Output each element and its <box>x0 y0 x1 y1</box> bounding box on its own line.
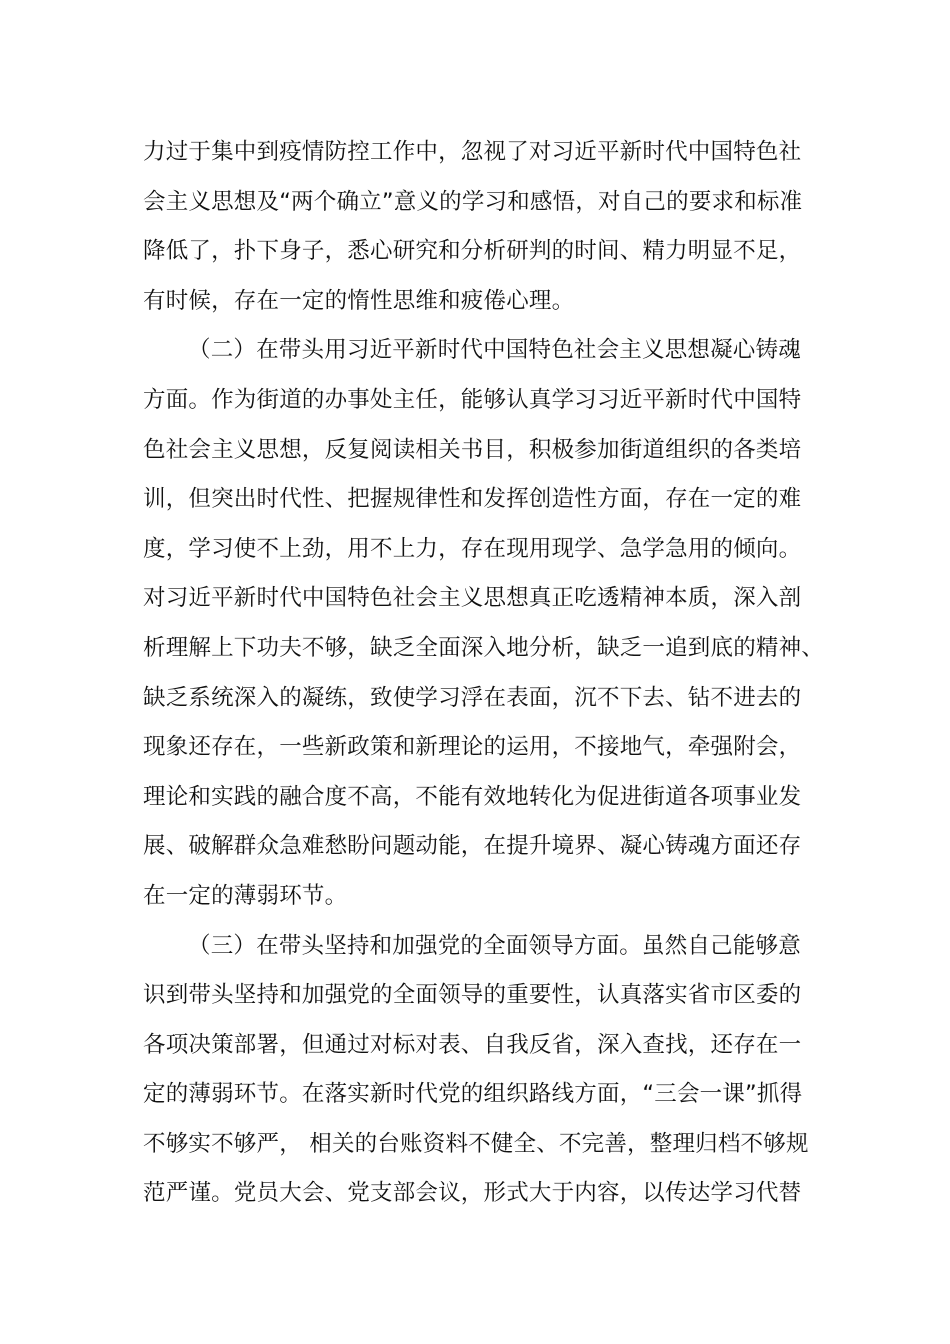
text-line: （二）在带头用习近平新时代中国特色社会主义思想凝心铸魂 <box>188 337 801 364</box>
text-line: 各项决策部署，但通过对标对表、自我反省，深入查找，还存在一 <box>143 1031 802 1058</box>
text-line: 析理解上下功夫不够，缺乏全面深入地分析，缺乏一追到底的精神、 <box>143 634 825 661</box>
text-line: 展、破解群众急难愁盼问题动能，在提升境界、凝心铸魂方面还存 <box>143 833 802 860</box>
body-text <box>143 128 823 1219</box>
text-line: 识到带头坚持和加强党的全面领导的重要性，认真落实省市区委的 <box>143 982 802 1009</box>
text-line: 会主义思想及“两个确立”意义的学习和感悟，对自己的要求和标准 <box>143 188 803 215</box>
text-line: 有时候，存在一定的惰性思维和疲倦心理。 <box>143 287 575 314</box>
text-line: 在一定的薄弱环节。 <box>143 882 348 909</box>
text-line: 力过于集中到疫情防控工作中，忽视了对习近平新时代中国特色社 <box>143 139 802 165</box>
text-line: 方面。作为街道的办事处主任，能够认真学习习近平新时代中国特 <box>143 386 802 413</box>
text-line: 对习近平新时代中国特色社会主义思想真正吃透精神本质，深入剖 <box>143 585 802 612</box>
text-line: 不够实不够严， 相关的台账资料不健全、不完善，整理归档不够规 <box>143 1130 809 1157</box>
text-line: 训，但突出时代性、把握规律性和发挥创造性方面，存在一定的难 <box>143 486 802 513</box>
text-line: 范严谨。党员大会、党支部会议，形式大于内容，以传达学习代替 <box>143 1180 802 1207</box>
text-line: 降低了，扑下身子，悉心研究和分析研判的时间、精力明显不足， <box>143 238 802 265</box>
text-line: （三）在带头坚持和加强党的全面领导方面。虽然自己能够意 <box>188 932 801 959</box>
text-line: 度，学习使不上劲，用不上力，存在现用现学、急学急用的倾向。 <box>143 535 802 562</box>
text-line: 缺乏系统深入的凝练，致使学习浮在表面，沉不下去、钻不进去的 <box>143 684 802 711</box>
text-line: 现象还存在，一些新政策和新理论的运用，不接地气，牵强附会， <box>143 734 802 761</box>
text-line: 理论和实践的融合度不高，不能有效地转化为促进街道各项事业发 <box>143 783 802 810</box>
text-line: 定的薄弱环节。在落实新时代党的组织路线方面，“三会一课”抓得 <box>143 1081 803 1108</box>
text-line: 色社会主义思想，反复阅读相关书目，积极参加街道组织的各类培 <box>143 436 802 463</box>
